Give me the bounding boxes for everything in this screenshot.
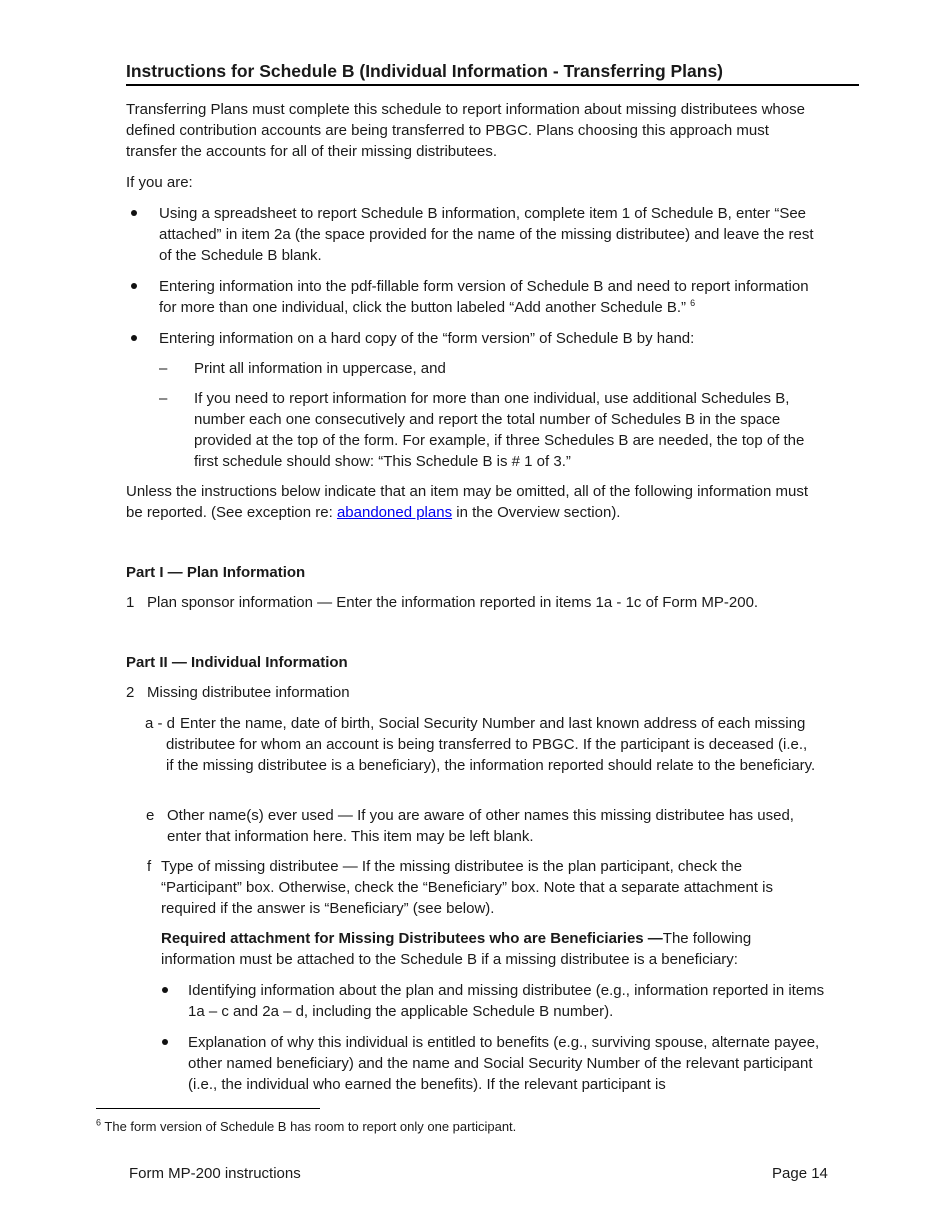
item-ad-text: Enter the name, date of birth, Social Security Number and last known address of each missing distributee for whom an account is being transferred to PBGC. If the participant is deceased (i.e., if the missing distributee is a beneficiary), the information reported should relate to the beneficiary. [166,715,816,774]
dash-marker: – [159,390,168,407]
bullet-marker [162,1039,168,1045]
bullet-item-pdf-fillable-text: Entering information into the pdf-fillable form version of Schedule B and need to report information for more than one individual, click the button labeled “Add another Schedule B.” [159,278,809,316]
part1-heading: Part I — Plan Information [126,564,306,581]
part2-item-number: 2 [126,684,135,701]
required-attachment-paragraph [161,928,781,970]
intro-paragraph: Transferring Plans must complete this schedule to report information about missing distributees whose defined contribution accounts are being transferred to PBGC. Plans choosing this approach must transfer the accounts for all of their missing distributees. [126,101,805,160]
unless-paragraph [126,481,826,523]
footnote-ref: 6 [690,298,696,308]
bullet-marker [162,987,168,993]
footer-form-name: Form MP-200 instructions [129,1165,301,1182]
attachment-bullet-explanation: Explanation of why this individual is entitled to benefits (e.g., surviving spouse, alternate payee, other named beneficiary) and the name and Social Security Number of the relevant participant (i.e., the individual who earned the benefits). If the relevant participant is [188,1034,820,1093]
required-attachment-heading: Required attachment for Missing Distributees who are Beneficiaries — [161,930,663,947]
subbullet-additional-schedules: If you need to report information for more than one individual, use additional Schedules B, number each one consecutively and report the total number of Schedules B in the space provided at the top of the form. For example, if three Schedules B are needed, the top of the first schedule should show: “This Schedule B is # 1 of 3.” [194,390,805,470]
part2-heading: Part II — Individual Information [126,654,348,671]
footnote-separator [96,1108,320,1109]
abandoned-plans-link[interactable]: abandoned plans [336,504,453,521]
unless-text-before: Unless the instructions below indicate that an item may be omitted, all of the following information must be reported. (See exception re: [126,483,809,521]
part1-item-text: Plan sponsor information — Enter the information reported in items 1a - 1c of Form MP-200. [147,594,759,611]
attachment-bullet-identifying: Identifying information about the plan and missing distributee (e.g., information reported in items 1a – c and 2a – d, including the applicable Schedule B number). [188,982,825,1020]
item-e-text: Other name(s) ever used — If you are aware of other names this missing distributee has used, enter that information here. This item may be left blank. [167,807,794,845]
bullet-item-pdf-fillable [159,276,829,318]
part2-item-text: Missing distributee information [147,684,350,701]
page-title: Instructions for Schedule B (Individual Information - Transferring Plans) [126,60,859,86]
footer-page-number: Page 14 [772,1165,828,1182]
bullet-item-spreadsheet: Using a spreadsheet to report Schedule B information, complete item 1 of Schedule B, enter “See attached” in item 2a (the space provided for the name of the missing distributee) and leave the rest of the Schedule B blank. [159,205,814,264]
footnote [96,1118,516,1135]
footnote-text: The form version of Schedule B has room to report only one participant. [101,1119,517,1134]
footnote-number: 6 [96,1117,102,1128]
item-f-text: Type of missing distributee — If the missing distributee is the plan participant, check the “Participant” box. Otherwise, check the “Beneficiary” box. Note that a separate attachment is required if the answer is “Beneficiary” (see below). [161,858,773,917]
item-ad-label: a - d [145,715,176,732]
if-you-are-label: If you are: [126,174,193,191]
dash-marker: – [159,360,168,377]
bullet-marker [131,210,137,216]
item-f-label: f [147,858,152,875]
part1-item-number: 1 [126,594,135,611]
item-e-label: e [146,807,155,824]
bullet-marker [131,335,137,341]
subbullet-uppercase: Print all information in uppercase, and [194,360,446,377]
required-attachment-text: The following information must be attached to the Schedule B if a missing distributee is a beneficiary: [161,930,752,968]
unless-text-after: in the Overview section). [452,504,621,521]
bullet-item-hard-copy: Entering information on a hard copy of the “form version” of Schedule B by hand: [159,330,695,347]
bullet-marker [131,283,137,289]
